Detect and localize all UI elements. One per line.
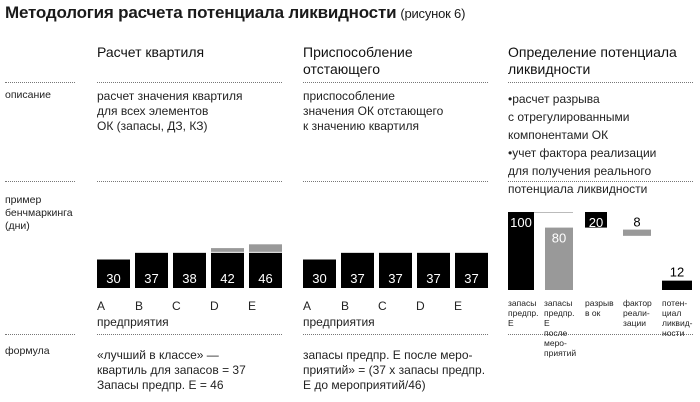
dotted-divider [5, 82, 75, 83]
label-line: фактор [623, 298, 652, 308]
chart-adjusted-axis-title: предприятия [303, 315, 375, 329]
label-line: Е [508, 318, 514, 328]
label-line: запасы [544, 298, 573, 308]
bullet-line: для получения реального [508, 164, 652, 178]
page-title [5, 3, 465, 23]
waterfall-category-labels [508, 298, 698, 398]
bar-value-label: 37 [388, 271, 403, 286]
bar-value-label: 30 [312, 271, 327, 286]
waterfall-value-label: 12 [669, 264, 685, 280]
chart-quartile [97, 218, 287, 288]
formula-line: Е до мероприятий/46) [303, 378, 426, 392]
waterfall-value-label: 100 [510, 215, 532, 230]
bar-value-label: 42 [220, 271, 235, 286]
label-line: разрыв [585, 298, 614, 308]
formula-line: запасы предпр. Е после меро- [303, 348, 473, 362]
column-heading-2 [303, 44, 413, 78]
formula-line: Запасы предпр. Е = 46 [97, 378, 224, 392]
label-line: реали- [623, 308, 650, 318]
dotted-divider [508, 82, 693, 83]
bar-value-label: 37 [350, 271, 365, 286]
subtitle-text: (рисунок 6) [400, 6, 466, 21]
row-label-example [5, 194, 73, 233]
description-col2 [303, 89, 443, 134]
description-col3 [508, 92, 656, 200]
bullet-item-1 [508, 92, 656, 143]
label-line: ности [662, 328, 685, 338]
formula-line: квартиль для запасов = 37 [97, 363, 246, 377]
label-line: потен- [662, 298, 688, 308]
bullet-item-2 [508, 146, 656, 197]
bullet-line: потенциала ликвидности [508, 182, 648, 196]
row-label-line: (дни) [5, 220, 30, 232]
dotted-divider [97, 82, 282, 83]
column-heading-line: Определение потенциала [508, 44, 677, 60]
dotted-divider [5, 334, 75, 335]
column-heading-line: отстающего [303, 61, 381, 77]
description-col1 [97, 89, 242, 134]
category-label: E [454, 299, 463, 313]
label-line: циал [662, 308, 682, 318]
dotted-divider [303, 82, 488, 83]
formula-col1 [97, 348, 246, 393]
dotted-divider [303, 181, 488, 182]
chart-quartile-axis-title: предприятия [97, 315, 169, 329]
column-heading-1 [97, 44, 204, 61]
waterfall-label-3 [585, 298, 614, 318]
category-label: D [416, 299, 425, 313]
bar-excess [249, 244, 282, 252]
row-label-description [5, 89, 51, 102]
bullet-line: •расчет разрыва [508, 92, 600, 106]
bar-value-label: 37 [426, 271, 441, 286]
formula-col2 [303, 348, 485, 393]
category-label: C [172, 299, 181, 313]
row-label-formula [5, 345, 50, 358]
label-line: предпр. [544, 308, 575, 318]
description-line: для всех элементов [97, 104, 209, 118]
waterfall-label-5 [662, 298, 692, 338]
waterfall-bar [623, 230, 651, 236]
label-line: зации [623, 318, 646, 328]
bar-value-label: 38 [182, 271, 197, 286]
category-label: B [341, 299, 350, 313]
label-line: после [544, 328, 568, 338]
column-heading-3 [508, 44, 677, 78]
row-label-line: формула [5, 345, 50, 357]
row-label-line: бенчмаркинга [5, 207, 73, 219]
waterfall-value-label: 20 [588, 215, 604, 230]
category-label: A [303, 299, 312, 313]
waterfall-label-1 [508, 298, 539, 328]
label-line: запасы [508, 298, 537, 308]
description-line: расчет значения квартиля [97, 89, 243, 103]
bar-value-label: 46 [258, 271, 273, 286]
waterfall-label-2 [544, 298, 576, 358]
description-line: значения ОК отстающего [303, 104, 444, 118]
description-line: к значению квартиля [303, 119, 419, 133]
dotted-divider [303, 334, 488, 335]
bullet-line: с отрегулированными [508, 110, 630, 124]
dotted-divider [5, 181, 75, 182]
row-label-line: пример [5, 194, 42, 206]
description-line: приспособление [303, 89, 395, 103]
chart-liquidity-waterfall [508, 206, 696, 290]
formula-line: приятий» = (37 х запасы предпр. [303, 363, 486, 377]
category-label: C [378, 299, 387, 313]
label-line: в ок [585, 308, 601, 318]
waterfall-bar [662, 281, 692, 290]
label-line: Е [544, 318, 550, 328]
chart-adjusted [303, 218, 493, 288]
label-line: меро- [544, 338, 567, 348]
label-line: приятий [544, 348, 577, 358]
description-line: ОК (запасы, ДЗ, КЗ) [97, 119, 208, 133]
column-heading-line: Приспособление [303, 44, 413, 60]
category-label: A [97, 299, 106, 313]
column-heading-line: Расчет квартиля [97, 44, 205, 60]
category-label: D [210, 299, 219, 313]
bullet-line: компонентами ОК [508, 128, 609, 142]
waterfall-value-label: 80 [551, 230, 567, 246]
bullet-line: •учет фактора реализации [508, 146, 657, 160]
dotted-divider [97, 181, 282, 182]
category-label: B [135, 299, 144, 313]
category-label: E [248, 299, 257, 313]
column-heading-line: ликвидности [508, 61, 591, 77]
dotted-divider [97, 334, 282, 335]
bar-value-label: 30 [106, 271, 121, 286]
label-line: ликвид- [662, 318, 693, 328]
bar-excess [211, 248, 244, 252]
label-line: предпр. [508, 308, 539, 318]
row-label-line: описание [5, 89, 51, 101]
waterfall-label-4 [623, 298, 652, 328]
bar-value-label: 37 [144, 271, 159, 286]
title-text: Методология расчета потенциала ликвидности [5, 3, 397, 22]
formula-line: «лучший в классе» — [97, 348, 219, 362]
waterfall-value-label: 8 [633, 214, 641, 230]
bar-value-label: 37 [464, 271, 479, 286]
